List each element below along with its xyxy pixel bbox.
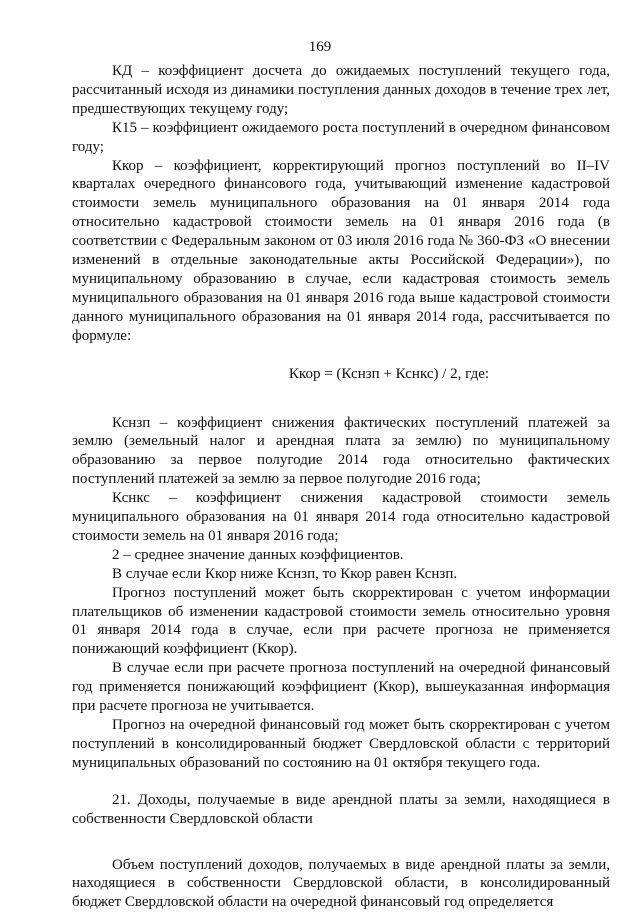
spacer — [72, 384, 610, 414]
paragraph-forecast-adjustment: Прогноз поступлений может быть скорректирован с учетом информации плательщиков об изменении кадастровой стоимости земель относительно уровня 01 января 2014 года в случае, если при расчете прогноза не применяется понижающий коэффициент (Ккор). — [72, 584, 610, 658]
page-content — [72, 62, 610, 912]
section-heading-21: 21. Доходы, получаемые в виде арендной платы за земли, находящиеся в собственности Свердловской области — [72, 791, 610, 827]
paragraph-kkor-definition: Ккор – коэффициент, корректирующий прогноз поступлений во II–IV кварталах очередного финансового года, учитывающий изменение кадастровой стоимости земель муниципального образования на 01 января 2014 года относительно кадастровой стоимости земель на 01 января 2016 года (в соответствии с Федеральным законом от 03 июля 2016 года № 360-ФЗ «О внесении изменений в отдельные законодательные акты Российской Федерации»), по муниципальному образованию в случае, если кадастровая стоимость земель муниципального образования на 01 января 2016 года выше кадастровой стоимости данного муниципального образования на 01 января 2014 года, рассчитывается по формуле: — [72, 157, 610, 344]
paragraph-ksnks-definition: Кснкс – коэффициент снижения кадастровой стоимости земель муниципального образования на 01 января 2014 года относительно кадастровой стоимости земель на 01 января 2016 года; — [72, 490, 610, 544]
spacer — [72, 773, 610, 791]
paragraph-kd-definition: КД – коэффициент досчета до ожидаемых поступлений текущего года, рассчитанный исходя из динамики поступления данных доходов в течение трех лет, предшествующих текущему году; — [72, 63, 610, 117]
spacer — [72, 829, 610, 856]
kkor-formula: Ккор = (Кснзп + Кснкс) / 2, где: — [288, 365, 490, 382]
page-number: 169 — [308, 39, 332, 55]
paragraph-ksnzp-definition: Кснзп – коэффициент снижения фактических поступлений платежей за землю (земельный налог и арендная плата за землю) по муниципальному образованию за первое полугодие 2014 года относительно фактических поступлений платежей за землю за первое полугодие 2016 года; — [72, 414, 610, 488]
spacer — [72, 346, 610, 365]
paragraph-k15-definition: К15 – коэффициент ожидаемого роста поступлений в очередном финансовом году; — [72, 119, 610, 155]
paragraph-reduction-coefficient-rule: В случае если при расчете прогноза поступлений на очередной финансовый год применяется понижающий коэффициент (Ккор), вышеуказанная информация при расчете прогноза не учитывается. — [72, 660, 610, 715]
paragraph-forecast-consolidated: Прогноз на очередной финансовый год может быть скорректирован с учетом поступлений в консолидированный бюджет Свердловской области с территорий муниципальных образований по состоянию на 01 октября текущего года. — [72, 717, 610, 771]
paragraph-average-note: 2 – среднее значение данных коэффициентов. — [112, 546, 404, 563]
paragraph-kkor-lower-rule: В случае если Ккор ниже Кснзп, то Ккор равен Кснзп. — [112, 565, 458, 582]
paragraph-rent-revenue-volume: Объем поступлений доходов, получаемых в виде арендной платы за земли, находящиеся в собственности Свердловской области, в консолидированный бюджет Свердловской области на очередной финансовый год определяется — [72, 856, 610, 911]
